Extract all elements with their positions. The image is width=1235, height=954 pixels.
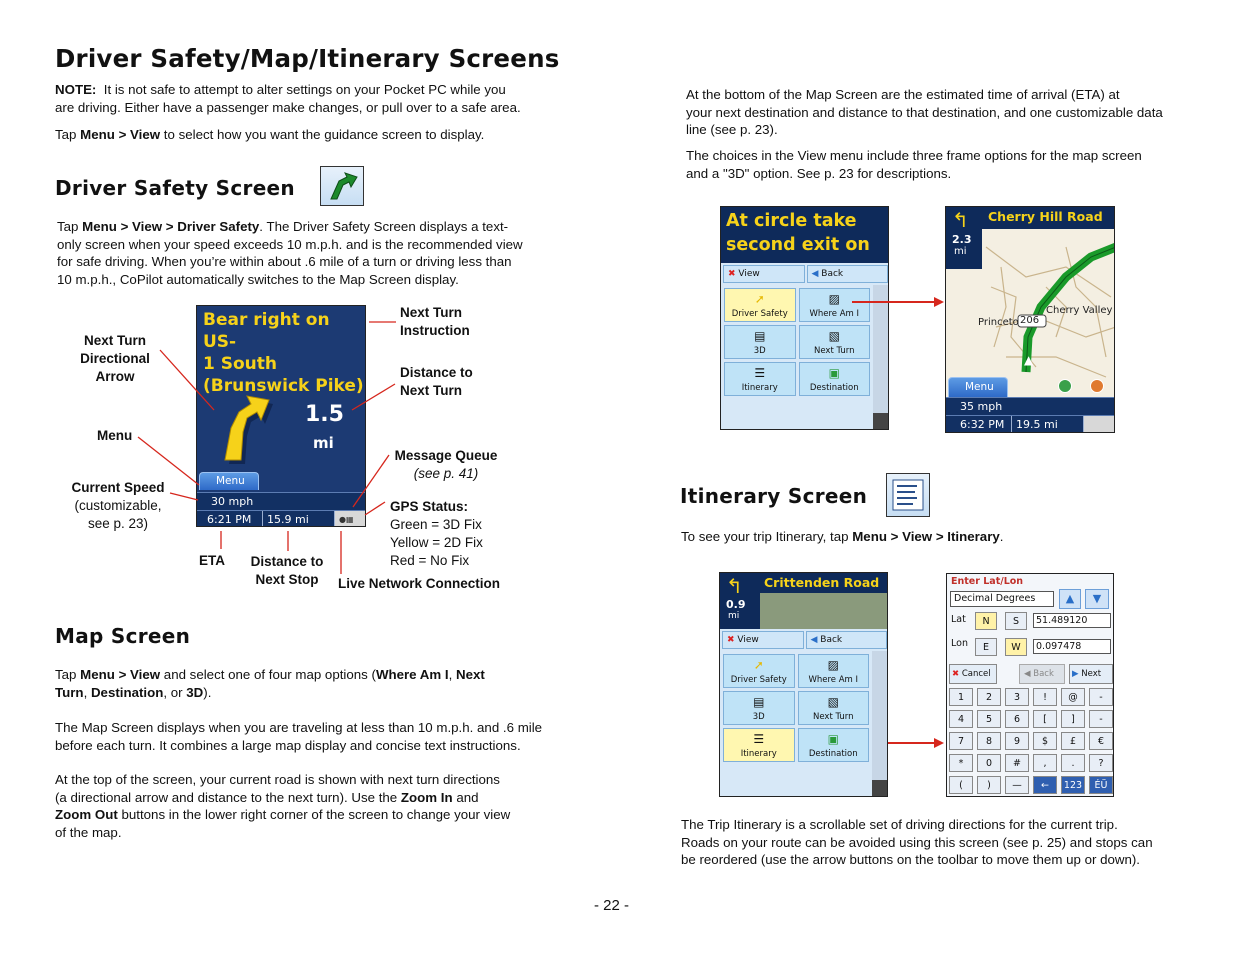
keypad-key[interactable]: € [1089, 732, 1113, 750]
position-arrow-icon: ▲ [1024, 353, 1034, 367]
back-icon: ◀ [1024, 669, 1031, 679]
keypad-key[interactable]: . [1061, 754, 1085, 772]
itin-distance: 0.9 [726, 598, 746, 611]
keypad-key[interactable]: 123 [1061, 776, 1085, 794]
map-screen-heading: Map Screen [55, 624, 191, 648]
driver-safety-heading: Driver Safety Screen [55, 176, 295, 200]
itin-destination-icon: ▣ [827, 732, 839, 746]
map-screen-p3: At the top of the screen, your current road is shown with next turn directions (a directional arrow and distance to the next turn). Use the Zoom In and Zoom Out buttons in the lower right corner of the screen to change your view of the map. [55, 772, 511, 840]
map-place-cherry-valley: Cherry Valley [1046, 305, 1113, 316]
callout-message-queue: Message Queue (see p. 41) [394, 448, 498, 481]
current-speed[interactable]: 30 mph [211, 495, 254, 508]
latlon-title: Enter Lat/Lon [951, 576, 1024, 587]
callout-next-turn-instruction: Next Turn Instruction [400, 305, 470, 338]
keypad-key[interactable]: ÉÜ [1089, 776, 1113, 794]
itin-map-strip [760, 593, 888, 629]
keypad-key[interactable]: ! [1033, 688, 1057, 706]
menu-item-where-am-i[interactable]: ▨ Where Am I [799, 288, 871, 322]
callout-current-speed: Current Speed (customizable, see p. 23) [71, 480, 165, 531]
keypad-key[interactable]: - [1089, 688, 1113, 706]
itin-menu-item-destination[interactable]: ▣ Destination [798, 728, 870, 762]
intro-tap: Tap Menu > View to select how you want the guidance screen to display. [55, 127, 485, 142]
map-screen-p1: Tap Menu > View and select one of four map options (Where Am I, Next Turn, Destination, or 3D). [55, 667, 485, 700]
itinerary-icon: ☰ [754, 366, 766, 380]
itinerary-icon [886, 473, 930, 517]
view-menu-header-line2: second exit on [726, 235, 870, 255]
map-unit: mi [954, 246, 967, 257]
map-screen-p2: The Map Screen displays when you are traveling at less than 10 m.p.h. and .6 mile before each turn. It combines a large map display and concise text instructions. [55, 720, 543, 753]
callout-next-turn-arrow: Next Turn Directional Arrow [80, 333, 150, 384]
menu-item-3d[interactable]: ▤ 3D [724, 325, 796, 359]
menu-item-next-turn[interactable]: ▧ Next Turn [799, 325, 871, 359]
callout-live-network: Live Network Connection [338, 576, 501, 591]
map-dist: 19.5 mi [1012, 416, 1084, 433]
map-route-badge: 206 [1020, 315, 1040, 326]
lon-w-button[interactable]: W [1005, 638, 1027, 656]
itin-menu-tabs [720, 629, 888, 651]
menu-item-driver-safety[interactable]: ➚ Driver Safety [724, 288, 796, 322]
map-eta: 6:32 PM [946, 416, 1012, 433]
itin-scrollbar[interactable] [872, 651, 888, 797]
keypad-key[interactable]: 2 [977, 688, 1001, 706]
keypad-key[interactable]: ( [949, 776, 973, 794]
itin-turn-panel [720, 573, 760, 629]
itin-next-turn-icon: ▧ [827, 695, 839, 709]
keypad-key[interactable]: 1 [949, 688, 973, 706]
distance-unit: mi [313, 434, 334, 452]
keypad-key[interactable]: [ [1033, 710, 1057, 728]
itin-road-name: Crittenden Road [764, 575, 880, 590]
keypad-key[interactable]: - [1089, 710, 1113, 728]
cancel-icon: ✖ [952, 669, 960, 679]
keypad-key[interactable]: ← [1033, 776, 1057, 794]
page-title: Driver Safety/Map/Itinerary Screens [55, 44, 560, 73]
view-menu-header-line1: At circle take [726, 211, 857, 231]
keypad-key[interactable]: $ [1033, 732, 1057, 750]
keypad-key[interactable]: ] [1061, 710, 1085, 728]
gps-status-icon: ●▦ [335, 511, 366, 527]
keypad-key[interactable]: * [949, 754, 973, 772]
keypad [949, 688, 1113, 796]
itin-menu-item-driver-safety[interactable]: ➚ Driver Safety [723, 654, 795, 688]
next-turn-instruction: Bear right on US- 1 South (Brunswick Pike) [203, 310, 364, 396]
itinerary-heading: Itinerary Screen [680, 484, 868, 508]
itinerary-p1: To see your trip Itinerary, tap Menu > View > Itinerary. [681, 529, 1004, 544]
page-number: - 22 - [594, 897, 630, 914]
callout-distance-next-turn: Distance to Next Turn [400, 365, 473, 398]
intro-note: NOTE: It is not safe to attempt to alter settings on your Pocket PC while you are driving. Either have a passenger make changes, or pull over to a safe area. [55, 82, 521, 115]
itin-3d-icon: ▤ [753, 695, 765, 709]
itin-menu-item-itinerary[interactable]: ☰ Itinerary [723, 728, 795, 762]
lon-label: Lon [951, 638, 968, 649]
menu-item-destination[interactable]: ▣ Destination [799, 362, 871, 396]
map-menu-label: Menu [965, 381, 994, 393]
lat-n-button[interactable]: N [975, 612, 997, 630]
itin-driver-safety-icon: ➚ [753, 658, 764, 672]
lat-s-button[interactable]: S [1005, 612, 1027, 630]
right-p2: The choices in the View menu include three frame options for the map screen and a "3D" option. See p. 23 for descriptions. [686, 148, 1142, 181]
callout-menu: Menu [97, 428, 133, 443]
eta-value: 6:21 PM [197, 511, 263, 527]
lat-label: Lat [951, 614, 966, 625]
coordinate-mode-select[interactable]: Decimal Degrees [950, 591, 1054, 607]
keypad-key[interactable]: ) [977, 776, 1001, 794]
map-speed[interactable]: 35 mph [960, 400, 1003, 413]
itin-itinerary-icon: ☰ [753, 732, 765, 746]
keypad-key[interactable]: ? [1089, 754, 1113, 772]
itin-menu-item-where-am-i[interactable]: ▨ Where Am I [798, 654, 870, 688]
itin-gps-icon [872, 780, 888, 797]
itin-menu-grid [720, 651, 872, 765]
latlon-device [946, 573, 1114, 797]
keypad-key[interactable]: — [1005, 776, 1029, 794]
arrow-down-icon[interactable]: ▼ [1085, 589, 1109, 609]
destination-icon: ▣ [828, 366, 840, 380]
keypad-key[interactable]: , [1033, 754, 1057, 772]
itinerary-p2: The Trip Itinerary is a scrollable set of driving directions for the current trip. Roads on your route can be avoided using this screen (see p. 25) and stops can be reordered (use the arrow buttons on the toolbar to move them up or down). [681, 817, 1153, 868]
keypad-key[interactable]: 4 [949, 710, 973, 728]
next-turn-icon: ▧ [828, 329, 840, 343]
map-distance: 2.3 [952, 233, 972, 246]
keypad-key[interactable]: 6 [1005, 710, 1029, 728]
3d-icon: ▤ [754, 329, 766, 343]
turn-arrow-icon: ↰ [952, 208, 969, 232]
distance-stop-value: 15.9 mi [263, 511, 335, 527]
lon-input[interactable]: 0.097478 [1033, 639, 1111, 654]
right-p1: At the bottom of the Map Screen are the estimated time of arrival (ETA) at your next destination and distance to that destination, and one customizable data line (see p. 23). [686, 87, 1163, 138]
itin-tab-view[interactable]: ✖ View [722, 631, 804, 649]
itinerary-menu-device [719, 572, 888, 797]
itin-map-icon: ▨ [827, 658, 839, 672]
driver-safety-icon: ➚ [754, 292, 765, 306]
tab-view[interactable]: ✖ View [723, 265, 805, 283]
lon-e-button[interactable]: E [975, 638, 997, 656]
keypad-key[interactable]: £ [1061, 732, 1085, 750]
map-place-princeton: Princeto [978, 317, 1019, 328]
distance-next-turn: 1.5 [305, 402, 344, 427]
itin-unit: mi [728, 611, 740, 621]
itin-menu-item-next-turn[interactable]: ▧ Next Turn [798, 691, 870, 725]
keypad-key[interactable]: # [1005, 754, 1029, 772]
next-icon: ▶ [1072, 669, 1079, 679]
back-button[interactable]: ◀ Back [1019, 664, 1065, 684]
keypad-key[interactable]: @ [1061, 688, 1085, 706]
itin-tab-back[interactable]: ◀ Back [806, 631, 888, 649]
itin-menu-item-3d[interactable]: ▤ 3D [723, 691, 795, 725]
tab-back[interactable]: ◀ Back [807, 265, 889, 283]
menu-item-itinerary[interactable]: ☰ Itinerary [724, 362, 796, 396]
itin-road-bar [760, 573, 888, 593]
itin-turn-arrow-icon: ↰ [726, 574, 743, 598]
cancel-button[interactable]: ✖ Cancel [949, 664, 997, 684]
keypad-key[interactable]: 3 [1005, 688, 1029, 706]
callout-gps-status: GPS Status: Green = 3D Fix Yellow = 2D Fix Red = No Fix [390, 499, 483, 568]
callout-distance-next-stop: Distance to Next Stop [250, 554, 324, 587]
callout-eta: ETA [199, 553, 225, 568]
keypad-key[interactable]: 7 [949, 732, 973, 750]
keypad-key[interactable]: 8 [977, 732, 1001, 750]
keypad-key[interactable]: 9 [1005, 732, 1029, 750]
arrow-up-icon[interactable]: ▲ [1059, 589, 1081, 609]
driver-safety-text: Tap Menu > View > Driver Safety. The Driver Safety Screen displays a text- only screen when your speed exceeds 10 m.p.h. and is the recommended view for safe driving. When you’re within about .6 mile of a turn or driving less than 10 m.p.h., CoPilot automatically switches to the Map Screen display. [57, 219, 523, 287]
keypad-key[interactable]: 5 [977, 710, 1001, 728]
map-icon: ▨ [828, 292, 840, 306]
menu-label: Menu [216, 475, 245, 487]
lat-input[interactable]: 51.489120 [1033, 613, 1111, 628]
keypad-key[interactable]: 0 [977, 754, 1001, 772]
road-name: Cherry Hill Road [988, 209, 1103, 224]
next-button[interactable]: ▶ Next [1069, 664, 1113, 684]
